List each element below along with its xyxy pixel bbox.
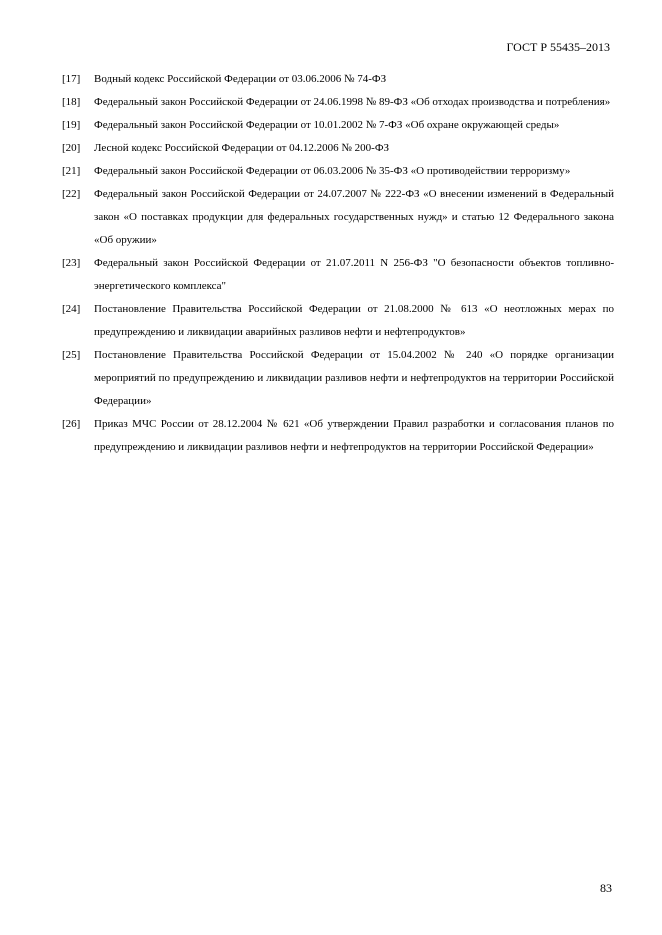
reference-item: [62, 252, 614, 298]
reference-item: [62, 413, 614, 459]
reference-item: [62, 137, 614, 160]
reference-number: [18]: [62, 96, 81, 108]
reference-number: [22]: [62, 188, 81, 200]
reference-number: [23]: [62, 257, 81, 269]
reference-number: [21]: [62, 165, 81, 177]
reference-item: [62, 68, 614, 91]
reference-item: [62, 114, 614, 137]
reference-text: Водный кодекс Российской Федерации от 03.06.2006 № 74-ФЗ: [94, 73, 387, 85]
reference-text: Федеральный закон Российской Федерации от 06.03.2006 № 35-ФЗ «О противодействии терроризму»: [94, 165, 571, 177]
reference-number: [20]: [62, 142, 81, 154]
reference-text: Приказ МЧС России от 28.12.2004 № 621 «Об утверждении Правил разработки и согласования планов по предупреждению и ликвидации разливов нефти и нефтепродуктов на территории Российской Федерации»: [94, 418, 614, 453]
reference-number: [17]: [62, 73, 81, 85]
reference-item: [62, 344, 614, 413]
reference-item: [62, 160, 614, 183]
reference-number: [25]: [62, 349, 81, 361]
reference-item: [62, 183, 614, 252]
reference-text: Лесной кодекс Российской Федерации от 04.12.2006 № 200-ФЗ: [94, 142, 390, 154]
reference-text: Федеральный закон Российской Федерации от 24.07.2007 № 222-ФЗ «О внесении изменений в Федеральный закон «О поставках продукции для федеральных государственных нужд» и статью 12 Федерального закона «Об оружии»: [94, 188, 614, 246]
reference-number: [19]: [62, 119, 81, 131]
document-code-header: ГОСТ Р 55435–2013: [506, 40, 610, 54]
reference-item: [62, 91, 614, 114]
reference-text: Постановление Правительства Российской Федерации от 21.08.2000 № 613 «О неотложных мерах по предупреждению и ликвидации аварийных разливов нефти и нефтепродуктов»: [94, 303, 614, 338]
reference-number: [26]: [62, 418, 81, 430]
reference-text: Постановление Правительства Российской Федерации от 15.04.2002 № 240 «О порядке организации мероприятий по предупреждению и ликвидации разливов нефти и нефтепродуктов на территории Российской Федерации»: [94, 349, 614, 407]
reference-text: Федеральный закон Российской Федерации от 21.07.2011 N 256-ФЗ "О безопасности объектов топливно-энергетического комплекса": [94, 257, 614, 292]
reference-text: Федеральный закон Российской Федерации от 24.06.1998 № 89-ФЗ «Об отходах производства и потребления»: [94, 96, 611, 108]
reference-text: Федеральный закон Российской Федерации от 10.01.2002 № 7-ФЗ «Об охране окружающей среды»: [94, 119, 560, 131]
page-number: 83: [600, 881, 612, 895]
reference-list: [62, 68, 614, 459]
reference-number: [24]: [62, 303, 81, 315]
reference-item: [62, 298, 614, 344]
